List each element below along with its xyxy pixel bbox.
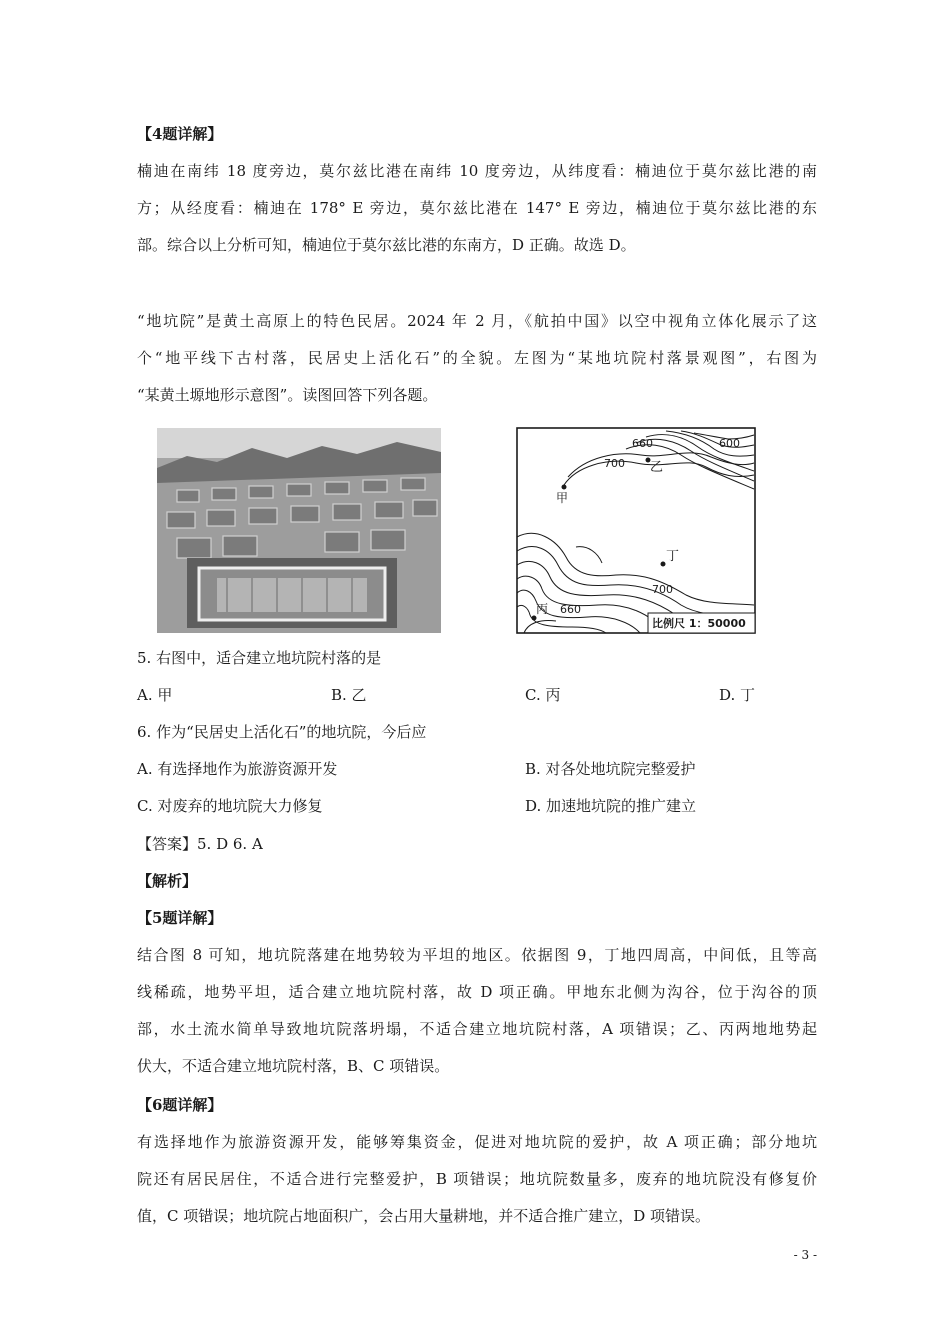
question-6-option-c: C. 对废弃的地坑院大力修复: [137, 797, 323, 815]
label-jia: 甲: [556, 491, 569, 505]
point-bing-marker: [532, 616, 537, 621]
intro-line-2: 个“地平线下古村落，民居史上活化石”的全貌。左图为“某地坑院村落景观图”，右图为: [137, 349, 817, 367]
section-5-line-3: 部，水土流水简单导致地坑院落坍塌，不适合建立地坑院村落，A 项错误；乙、丙两地地势起: [137, 1020, 817, 1038]
contour-label-600: 600: [719, 437, 740, 450]
point-ding-marker: [661, 562, 666, 567]
map-scale-label: 比例尺 1：50000: [652, 617, 746, 630]
question-6-option-b: B. 对各处地坑院完整爱护: [525, 760, 696, 778]
question-6-option-d: D. 加速地坑院的推广建立: [525, 797, 697, 815]
question-5-option-c: C. 丙: [525, 686, 561, 704]
village-photo-illustration: [157, 428, 441, 633]
village-aerial-photo: [157, 428, 441, 633]
label-ding: 丁: [666, 549, 680, 564]
contour-label-660-bottom: 660: [560, 603, 581, 616]
contour-label-660-top: 660: [632, 437, 653, 450]
point-jia-marker: [562, 485, 567, 490]
question-6-option-a: A. 有选择地作为旅游资源开发: [137, 760, 338, 778]
intro-line-1: “地坑院”是黄土高原上的特色民居。2024 年 2 月，《航拍中国》以空中视角立体化展示了这: [137, 312, 817, 330]
section-5-line-1: 结合图 8 可知，地坑院落建在地势较为平坦的地区。依据图 9，丁地四周高，中间低，且等高: [137, 946, 817, 964]
section-4-line-2: 方；从经度看：楠迪在 178° E 旁边，莫尔兹比港在 147° E 旁边，楠迪位于莫尔兹比港的东: [137, 199, 817, 217]
label-yi: 乙: [650, 460, 664, 475]
analysis-heading: 【解析】: [137, 872, 198, 890]
question-5-stem: 5. 右图中，适合建立地坑院村落的是: [137, 649, 382, 667]
intro-line-3: “某黄土塬地形示意图”。读图回答下列各题。: [137, 386, 438, 404]
contour-map-drawing: [516, 427, 756, 634]
contour-map: [516, 427, 756, 634]
question-5-option-d: D. 丁: [719, 686, 756, 704]
section-4-line-3: 部。综合以上分析可知，楠迪位于莫尔兹比港的东南方，D 正确。故选 D。: [137, 236, 636, 254]
question-6-stem: 6. 作为“民居史上活化石”的地坑院，今后应: [137, 723, 427, 741]
section-5-line-2: 线稀疏，地势平坦，适合建立地坑院村落，故 D 项正确。甲地东北侧为沟谷，位于沟谷的顶: [137, 983, 817, 1001]
question-5-option-a: A. 甲: [137, 686, 173, 704]
section-5-heading: 【5题详解】: [137, 909, 223, 927]
label-bing: 丙: [536, 602, 549, 616]
section-6-heading: 【6题详解】: [137, 1096, 223, 1114]
section-6-line-3: 值，C 项错误；地坑院占地面积广，会占用大量耕地，并不适合推广建立，D 项错误。: [137, 1207, 711, 1225]
contour-label-700-bottom: 700: [652, 583, 673, 596]
answer-line: 【答案】5. D 6. A: [137, 835, 263, 853]
section-6-line-2: 院还有居民居住，不适合进行完整爱护，B 项错误；地坑院数量多，废弃的地坑院没有修复价: [137, 1170, 817, 1188]
question-5-option-b: B. 乙: [331, 686, 367, 704]
section-4-line-1: 楠迪在南纬 18 度旁边，莫尔兹比港在南纬 10 度旁边，从纬度看：楠迪位于莫尔兹比港的南: [137, 162, 817, 180]
page-number: - 3 -: [793, 1248, 817, 1262]
section-4-heading: 【4题详解】: [137, 125, 223, 143]
contour-label-700-top: 700: [604, 457, 625, 470]
section-5-line-4: 伏大，不适合建立地坑院村落，B、C 项错误。: [137, 1057, 450, 1075]
section-6-line-1: 有选择地作为旅游资源开发，能够筹集资金，促进对地坑院的爱护，故 A 项正确；部分地坑: [137, 1133, 817, 1151]
